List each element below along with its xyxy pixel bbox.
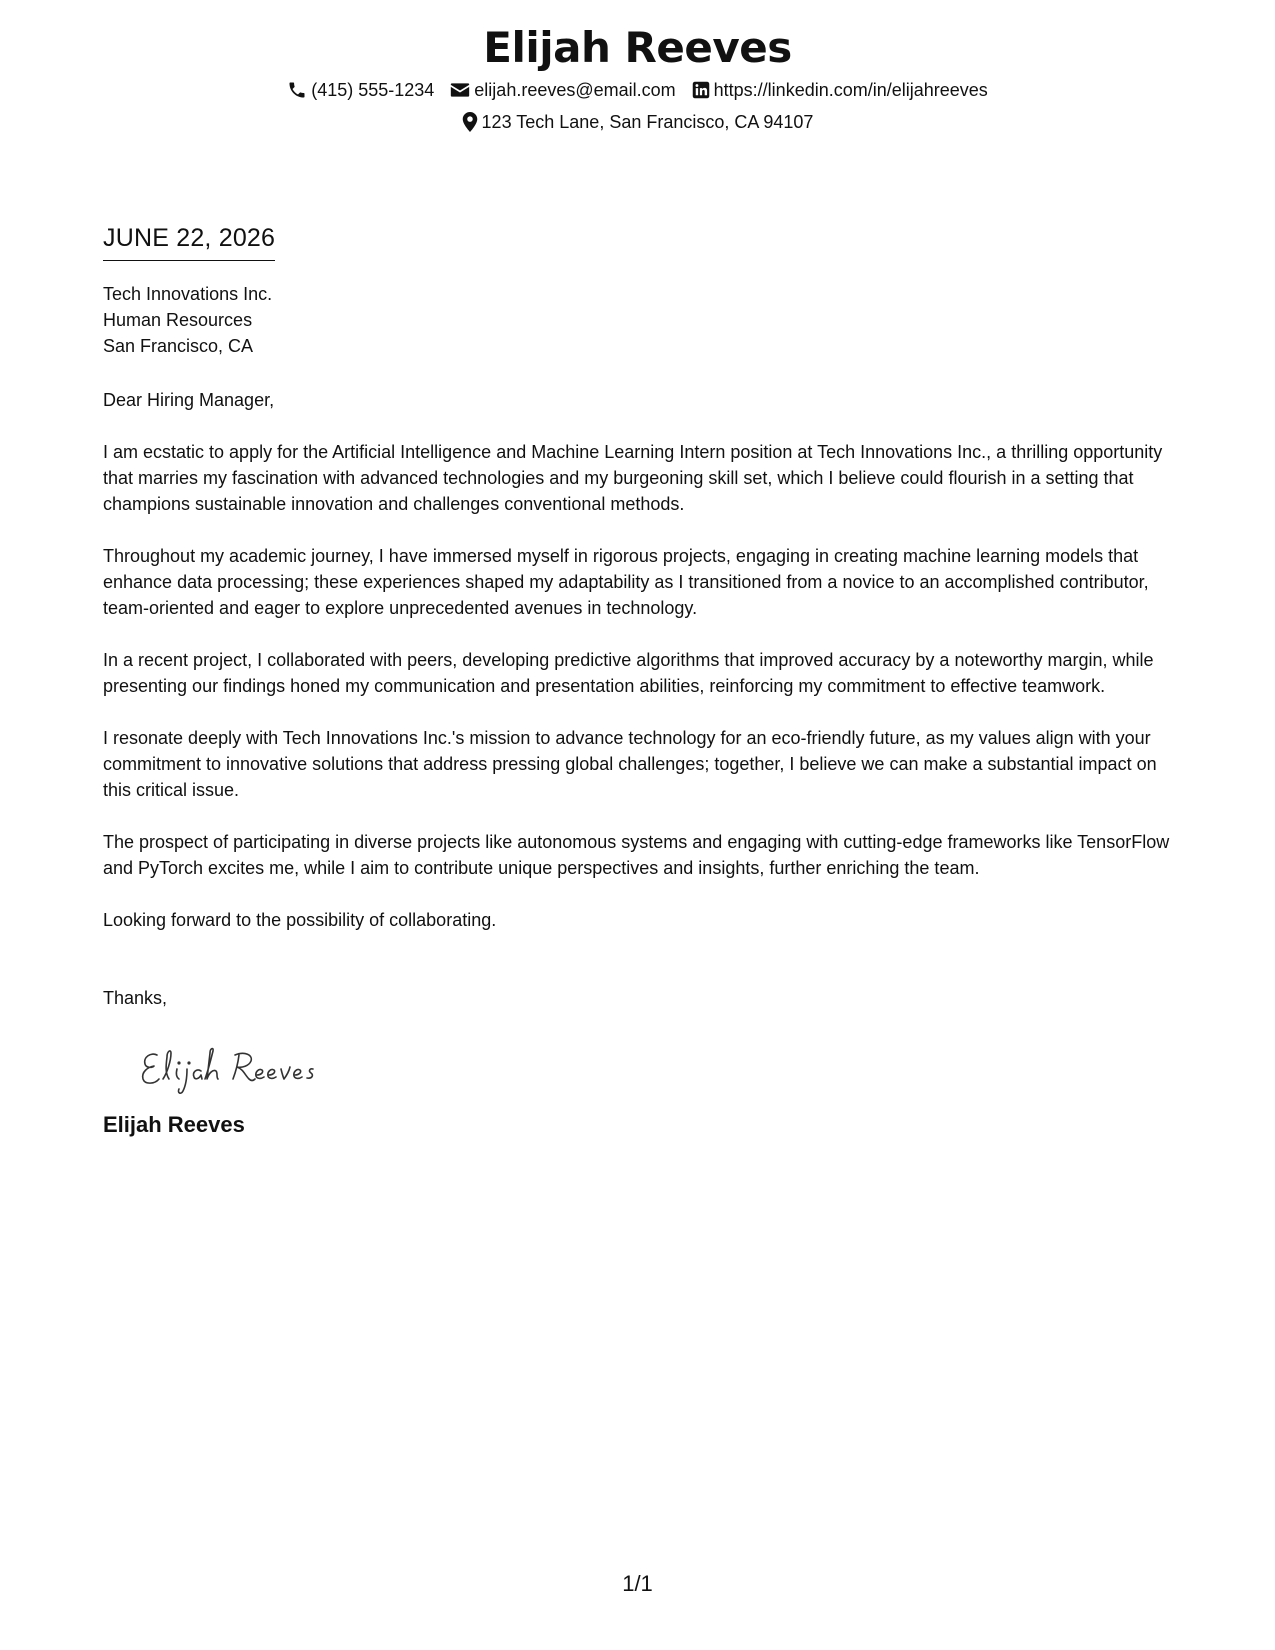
recipient-location: San Francisco, CA (103, 336, 254, 356)
envelope-icon (450, 82, 470, 98)
body-paragraph: The prospect of participating in diverse projects like autonomous systems and engaging with cutting-edge frameworks like TensorFlow and PyTorch excites me, while I aim to contribute unique perspectives and insights, further enriching the team. (103, 832, 1170, 878)
phone-number: (415) 555-1234 (311, 80, 435, 100)
body-paragraph: I am ecstatic to apply for the Artificial Intelligence and Machine Learning Intern position at Tech Innovations Inc., a thrilling opportunity that marries my fascination with advanced technologies and my burgeoning skill set, which I believe could flourish in a setting that champions sustainable innovation and challenges conventional methods. (103, 442, 1163, 514)
signer-name: Elijah Reeves (103, 1112, 245, 1137)
map-pin-icon (462, 112, 478, 132)
contact-email (450, 78, 675, 102)
handwritten-signature (135, 1041, 1175, 1097)
mailing-address: 123 Tech Lane, San Francisco, CA 94107 (481, 112, 814, 132)
signature-drawing (135, 1041, 335, 1097)
contact-info-row (0, 78, 1275, 102)
letter-body (103, 222, 1175, 1139)
closing: Thanks, (103, 988, 168, 1008)
page-number: 1/1 (622, 1571, 653, 1596)
applicant-name: Elijah Reeves (483, 23, 792, 72)
phone-icon (287, 80, 307, 100)
recipient-department: Human Resources (103, 310, 253, 330)
body-paragraph: Throughout my academic journey, I have immersed myself in rigorous projects, engaging in creating machine learning models that enhance data processing; these experiences shaped my adaptability as I transitioned from a novice to an accomplished contributor, team-oriented and eager to explore unprecedented avenues in technology. (103, 546, 1149, 618)
contact-address (462, 110, 814, 134)
body-paragraph: In a recent project, I collaborated with peers, developing predictive algorithms that improved accuracy by a noteworthy margin, while presenting our findings honed my communication and presentation abilities, reinforcing my commitment to effective teamwork. (103, 650, 1154, 696)
contact-linkedin (692, 78, 988, 102)
letter-header (0, 22, 1275, 134)
recipient-company: Tech Innovations Inc. (103, 284, 273, 304)
salutation: Dear Hiring Manager, (103, 390, 275, 410)
letter-date: JUNE 22, 2026 (103, 222, 275, 261)
contact-phone (287, 78, 434, 102)
email-address[interactable]: elijah.reeves@email.com (474, 80, 676, 100)
linkedin-url[interactable]: https://linkedin.com/in/elijahreeves (713, 80, 988, 100)
recipient-block (103, 281, 1175, 359)
body-paragraph: Looking forward to the possibility of collaborating. (103, 910, 497, 930)
linkedin-icon (692, 81, 710, 99)
body-paragraph: I resonate deeply with Tech Innovations Inc.'s mission to advance technology for an eco-friendly future, as my values align with your commitment to innovative solutions that address pressing global challenges; together, I believe we can make a substantial impact on this critical issue. (103, 728, 1157, 800)
address-row (0, 110, 1275, 134)
